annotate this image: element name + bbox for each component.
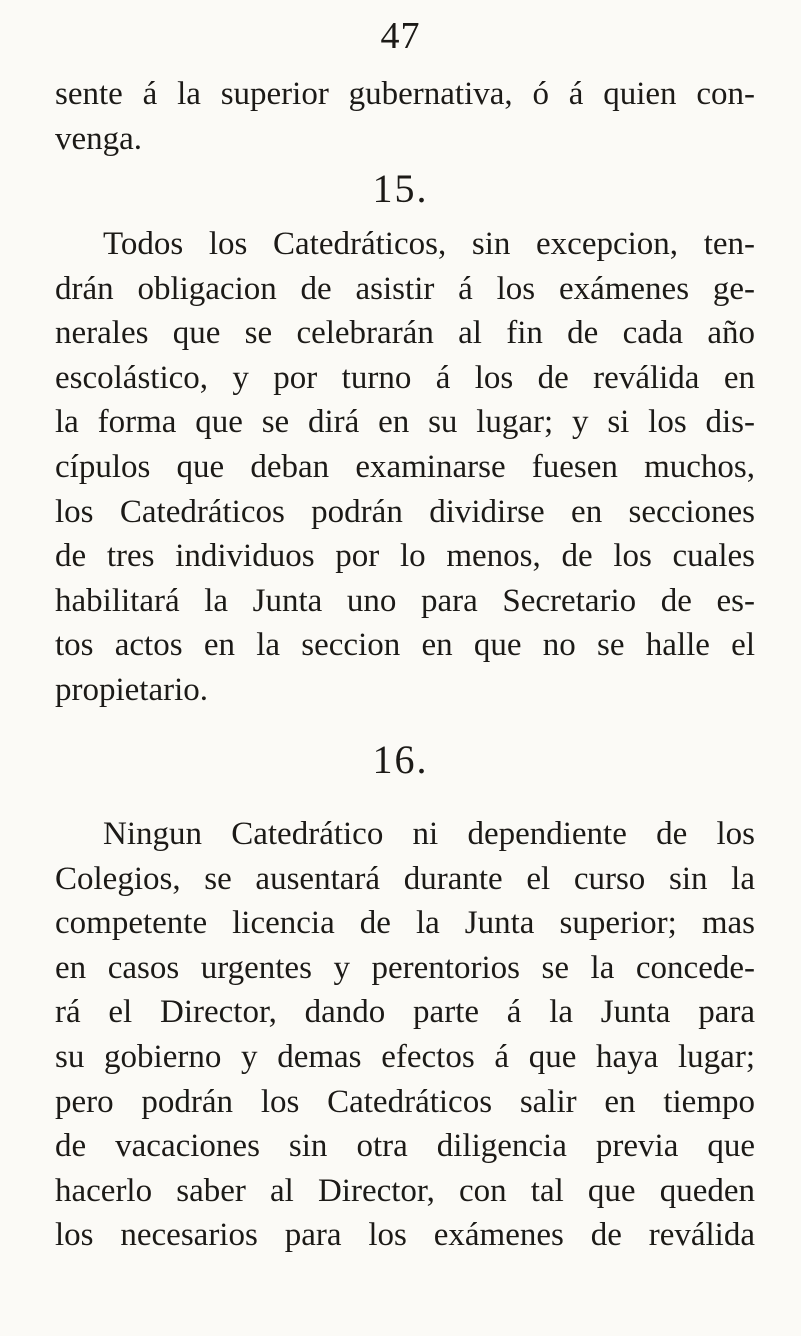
- text-line: pero podrán los Catedráticos salir en tiempo: [55, 1083, 755, 1120]
- section-16-body: [55, 812, 755, 1258]
- text-line: en casos urgentes y perentorios se la concede-: [55, 949, 755, 986]
- text-line: los necesarios para los exámenes de reválida: [55, 1217, 755, 1254]
- page-number: 47: [380, 15, 421, 57]
- text-line: drán obligacion de asistir á los exámenes ge-: [55, 270, 755, 307]
- text-line: Ningun Catedrático ni dependiente de los: [103, 816, 755, 852]
- text-line: propietario.: [55, 671, 209, 708]
- text-line: los Catedráticos podrán dividirse en secciones: [55, 493, 755, 530]
- text-line: rá el Director, dando parte á la Junta para: [55, 994, 755, 1031]
- text-line: tos actos en la seccion en que no se halle el: [55, 627, 755, 664]
- text-line: Todos los Catedráticos, sin excepcion, ten-: [103, 226, 755, 262]
- text-line: habilitará la Junta uno para Secretario de es-: [55, 582, 755, 619]
- section-number-16: 16.: [372, 737, 429, 782]
- text-line: sente á la superior gubernativa, ó á quien con-: [55, 76, 755, 112]
- text-line: Colegios, se ausentará durante el curso sin la: [55, 860, 755, 897]
- section-15-body: [55, 222, 755, 713]
- text-line: nerales que se celebrarán al fin de cada año: [55, 315, 755, 352]
- text-line: competente licencia de la Junta superior; mas: [55, 905, 755, 942]
- text-line: su gobierno y demas efectos á que haya lugar;: [55, 1038, 755, 1075]
- text-line: de tres individuos por lo menos, de los cuales: [55, 538, 755, 575]
- text-line: hacerlo saber al Director, con tal que queden: [55, 1172, 755, 1209]
- paragraph-continuation: [55, 72, 755, 161]
- text-line: cípulos que deban examinarse fuesen muchos,: [55, 448, 755, 485]
- text-line: escolástico, y por turno á los de reválida en: [55, 359, 755, 396]
- text-line: de vacaciones sin otra diligencia previa que: [55, 1128, 755, 1165]
- text-line: venga.: [55, 120, 143, 157]
- section-number-15: 15.: [372, 166, 429, 211]
- text-line: la forma que se dirá en su lugar; y si los dis-: [55, 404, 755, 441]
